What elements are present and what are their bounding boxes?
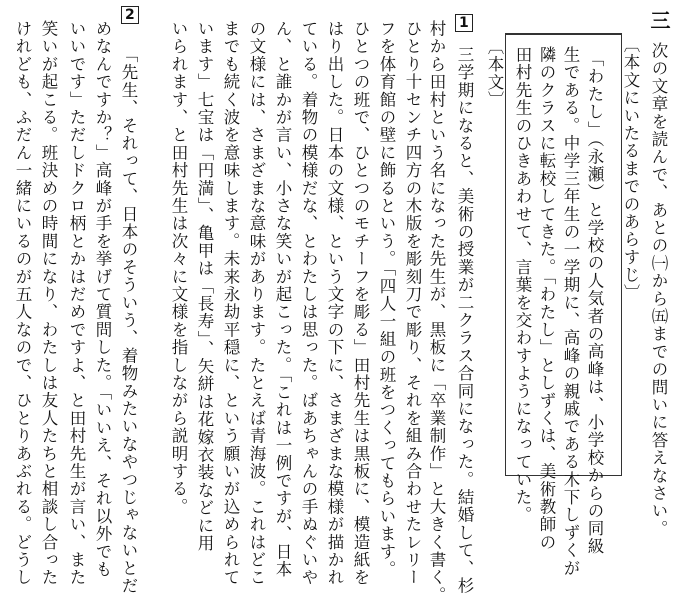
body-heading: 〔本文〕 — [485, 38, 504, 109]
body-line-4: フを体育館の壁に飾るという。「四人一組の班をつくってもらいます。 — [377, 20, 396, 579]
body-line-14: めなんですか？」高峰が手を挙げて質問した。「いいえ、それ以外でも — [93, 20, 112, 579]
body-line-1: 三学期になると、美術の授業が二クラス合同になった。結婚して、杉 — [455, 46, 474, 595]
body-line-12: いられます、と田村先生は次々に文様を指しながら説明する。 — [169, 20, 188, 516]
body-line-11: います」七宝は「円満」、亀甲は「長寿」、矢絣は花嫁衣装などに用 — [195, 20, 214, 553]
body-line-13: 「先生、それって、日本のそういう、着物みたいなやつじゃないとだ — [119, 46, 138, 595]
body-line-6: はり出した。日本の文様、という文字の下に、さまざまな模様が描かれ — [325, 20, 344, 587]
body-line-9: の文様には、さまざまな意味があります。たとえば青海波。これはどこ — [247, 20, 266, 587]
synopsis-line-2: 生である。中学三年生の一学期に、高峰の親戚である木下しずくが — [561, 46, 580, 577]
question-number: 三 — [647, 10, 671, 30]
body-line-10: までも続く波を意味します。未来永劫平穏に、という願いが込められて — [221, 20, 240, 587]
body-line-16: 笑いが起こる。班決めの時間になり、わたしは友人たちと相談し合った — [39, 20, 58, 587]
body-line-3: ひとり十センチ四方の木版を彫刻刀で彫り、それを組み合わせたレリー — [403, 20, 422, 587]
section-marker-2: 2 — [121, 6, 139, 24]
synopsis-line-1: 「わたし」（永瀬）と学校の人気者の高峰は、小学校からの同級 — [585, 50, 604, 556]
question-instruction: 次の文章を読んで、あとの㈠から㈤までの問いに答えなさい。 — [649, 42, 668, 538]
synopsis-heading: 〔本文にいたるまでのあらすじ〕 — [621, 36, 640, 302]
body-line-5: ひとつの班で、ひとつのモチーフを彫る」田村先生は黒板に、模造紙を — [351, 20, 370, 587]
synopsis-line-4: 田村先生のひきあわせて、言葉を交わすようになっていた。 — [513, 46, 532, 524]
body-line-17: けれども、ふだん一緒にいるのが五人なので、ひとりあぶれる。どうし — [13, 20, 32, 587]
synopsis-line-3: 隣のクラスに転校してきた。「わたし」としずくは、美術教師の — [537, 46, 556, 552]
section-marker-1: 1 — [455, 14, 473, 32]
body-line-8: ん、と誰かが言い、小さな笑いが起こった。「これは一例ですが、日本 — [273, 20, 292, 579]
body-line-15: いいです」ただしドクロ柄とかはだめですよ、と田村先生が言い、また — [67, 20, 86, 587]
body-line-7: ている。着物の模様だな、とわたしは思った。ばあちゃんの手ぬぐいや — [299, 20, 318, 587]
body-line-2: 村から田村という名になった先生が、黒板に「卒業制作」と大きく書く。 — [427, 20, 446, 604]
